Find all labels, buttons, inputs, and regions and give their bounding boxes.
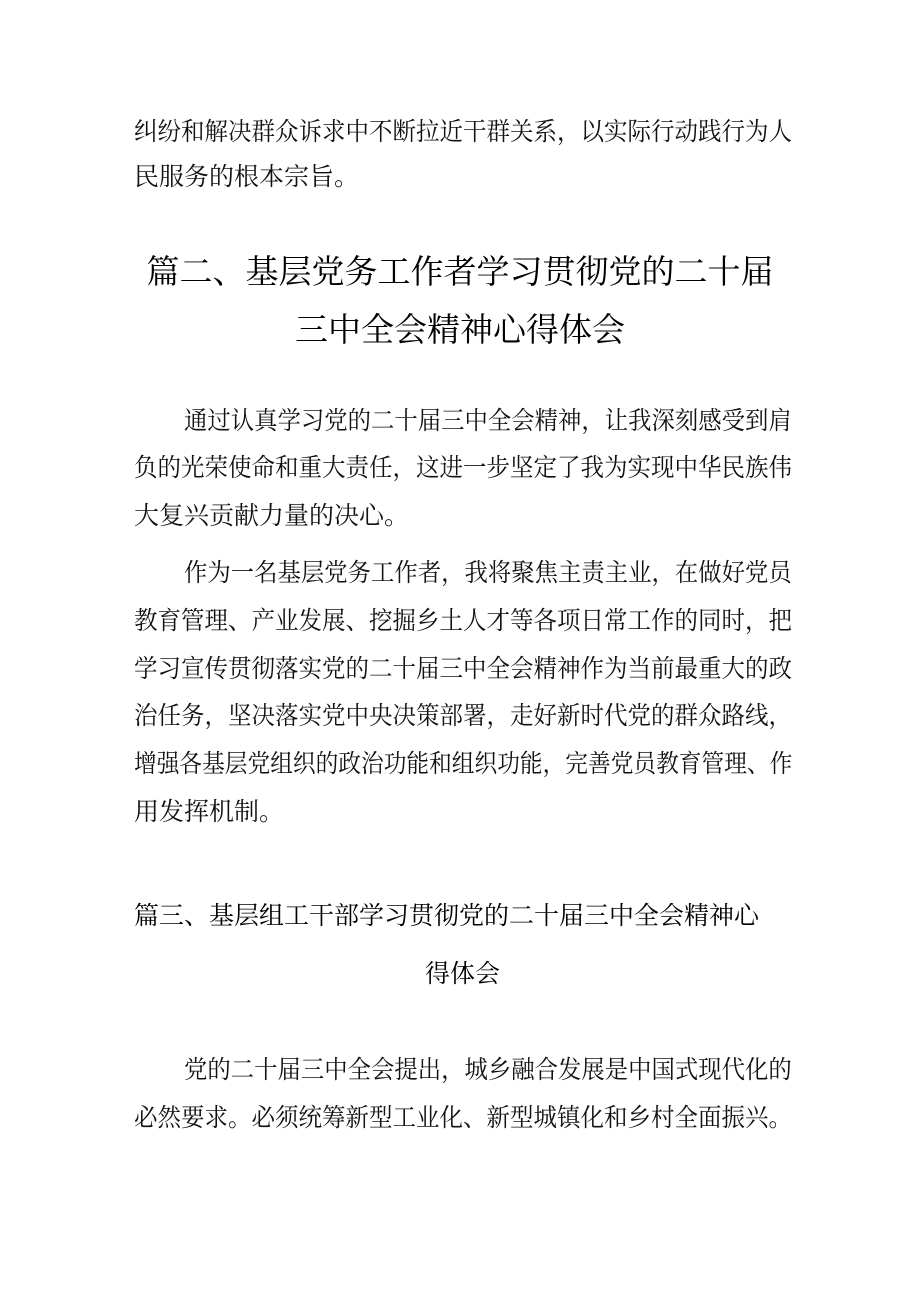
heading-line: 得体会 (425, 959, 501, 988)
text-line: 大复兴贡献力量的决心。 (134, 501, 410, 530)
text-line: 学习宣传贯彻落实党的二十届三中全会精神作为当前最重大的政 (134, 654, 793, 683)
text-line: 用发挥机制。 (134, 797, 285, 826)
text-line: 民服务的根本宗旨。 (134, 162, 360, 191)
text-line: 纠纷和解决群众诉求中不断拉近干群关系，以实际行动践行为人 (134, 117, 793, 146)
heading-line: 篇三、基层组工干部学习贯彻党的二十届三中全会精神心 (134, 901, 760, 930)
heading-line: 三中全会精神心得体会 (295, 310, 625, 349)
text-line: 作为一名基层党务工作者，我将聚焦主责主业，在做好党员 (184, 558, 792, 587)
text-line: 治任务，坚决落实党中央决策部署，走好新时代党的群众路线， (134, 701, 793, 730)
text-line: 教育管理、产业发展、挖掘乡土人才等各项日常工作的同时，把 (134, 606, 793, 635)
heading-line: 篇二、基层党务工作者学习贯彻党的二十届 (146, 252, 774, 291)
text-line: 必然要求。必须统筹新型工业化、新型城镇化和乡村全面振兴。 (134, 1103, 793, 1132)
text-line: 通过认真学习党的二十届三中全会精神，让我深刻感受到肩 (184, 406, 792, 435)
text-line: 增强各基层党组织的政治功能和组织功能，完善党员教育管理、作 (134, 749, 793, 778)
text-line: 负的光荣使命和重大责任，这进一步坚定了我为实现中华民族伟 (134, 453, 793, 482)
text-line: 党的二十届三中全会提出，城乡融合发展是中国式现代化的 (184, 1055, 792, 1084)
